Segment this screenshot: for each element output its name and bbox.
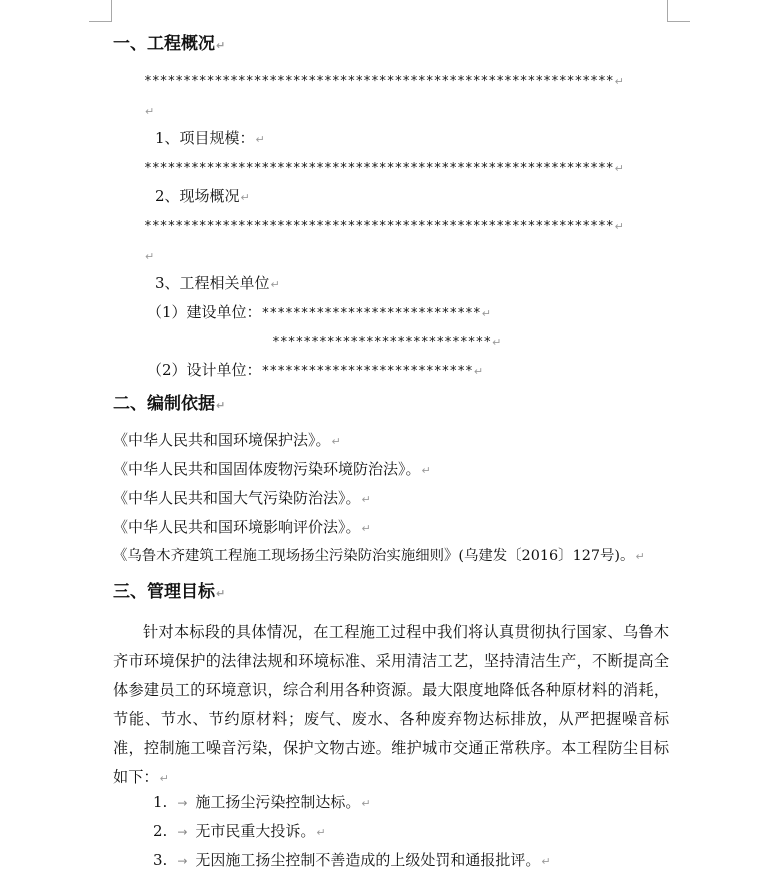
paragraph-mark: ↵ bbox=[331, 435, 341, 448]
empty-paragraph bbox=[144, 245, 154, 267]
construction-unit: （1）建设单位：****************************↵ bbox=[147, 303, 491, 321]
paragraph-mark: ↵ bbox=[159, 772, 169, 785]
paragraph-mark: ↵ bbox=[145, 250, 155, 263]
redacted-line: ************************************************************↵ bbox=[144, 219, 624, 234]
page-corner-mark-left bbox=[89, 0, 112, 22]
paragraph-mark: ↵ bbox=[216, 399, 226, 412]
item-related-units: 3、工程相关单位↵ bbox=[155, 274, 280, 292]
tab-arrow-icon: → bbox=[177, 854, 188, 868]
paragraph-mark: ↵ bbox=[270, 278, 280, 291]
goal-item: 1. → 施工扬尘污染控制达标。↵ bbox=[153, 793, 371, 811]
goal-item: 2. → 无市民重大投诉。↵ bbox=[153, 822, 326, 840]
paragraph-mark: ↵ bbox=[361, 493, 371, 506]
paragraph-mark: ↵ bbox=[481, 307, 491, 320]
tab-arrow-icon: → bbox=[177, 796, 188, 810]
item-project-scale: 1、项目规模：↵ bbox=[155, 129, 265, 147]
redacted-line: ************************************************************↵ bbox=[144, 161, 624, 176]
paragraph-mark: ↵ bbox=[473, 365, 484, 378]
item-site-overview: 2、现场概况↵ bbox=[155, 187, 250, 205]
law-item: 《中华人民共和国固体废物污染环境防治法》。↵ bbox=[113, 460, 431, 478]
law-item: 《中华人民共和国环境保护法》。↵ bbox=[113, 431, 341, 449]
paragraph-mark: ↵ bbox=[361, 797, 371, 810]
section-heading-3: 三、管理目标↵ bbox=[113, 582, 226, 602]
law-item: 《中华人民共和国环境影响评价法》。↵ bbox=[113, 518, 371, 536]
management-goal-paragraph: 针对本标段的具体情况，在工程施工过程中我们将认真贯彻执行国家、乌鲁木齐市环境保护的法律法规和环境标准、采用清洁工艺，坚持清洁生产，不断提高全体参建员工的环境意识，综合利用各种资源。最大限度地降低各种原材料的消耗，节能、节水、节约原材料；废气、废水、各种废弃物达标排放，从严把握噪音标准，控制施工噪音污染，保护文物古迹。维护城市交通正常秩序。本工程防尘目标如下：↵ bbox=[113, 623, 669, 786]
law-item: 《乌鲁木齐建筑工程施工现场扬尘污染防治实施细则》(乌建发〔2016〕127号)。↵ bbox=[113, 548, 645, 564]
paragraph-mark: ↵ bbox=[216, 587, 226, 600]
page-corner-mark-right bbox=[667, 0, 690, 22]
design-unit: （2）设计单位：***************************↵ bbox=[147, 361, 484, 379]
paragraph-mark: ↵ bbox=[614, 75, 624, 88]
paragraph-mark: ↵ bbox=[614, 220, 624, 233]
paragraph-mark: ↵ bbox=[421, 464, 431, 477]
paragraph-mark: ↵ bbox=[240, 191, 250, 204]
goal-item: 3. → 无因施工扬尘控制不善造成的上级处罚和通报批评。↵ bbox=[153, 851, 551, 869]
redacted-line: ************************************************************↵ bbox=[144, 74, 624, 89]
paragraph-mark: ↵ bbox=[492, 336, 502, 349]
empty-paragraph bbox=[144, 100, 154, 122]
paragraph-mark: ↵ bbox=[255, 133, 265, 146]
law-item: 《中华人民共和国大气污染防治法》。↵ bbox=[113, 489, 371, 507]
paragraph-mark: ↵ bbox=[361, 522, 371, 535]
section-heading-2: 二、编制依据↵ bbox=[113, 394, 226, 414]
tab-arrow-icon: → bbox=[177, 825, 188, 839]
paragraph-mark: ↵ bbox=[541, 855, 551, 868]
paragraph-mark: ↵ bbox=[635, 550, 645, 563]
paragraph-mark: ↵ bbox=[316, 826, 326, 839]
paragraph-mark: ↵ bbox=[216, 39, 226, 52]
section-heading-1: 一、工程概况↵ bbox=[113, 34, 226, 54]
construction-unit-cont: ****************************↵ bbox=[272, 335, 502, 350]
paragraph-mark: ↵ bbox=[614, 162, 624, 175]
paragraph-mark: ↵ bbox=[145, 105, 155, 118]
